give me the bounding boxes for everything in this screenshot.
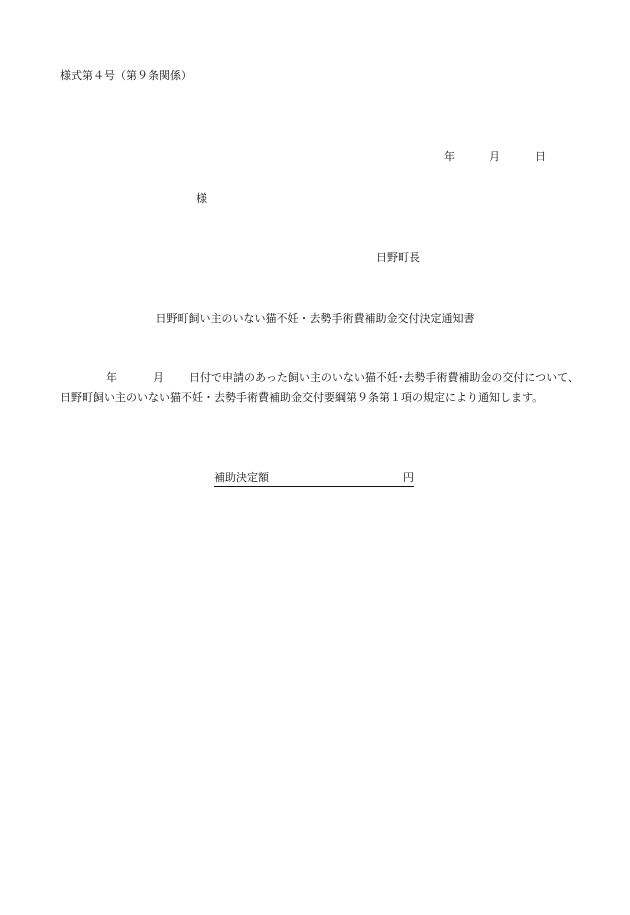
document-title: 日野町飼い主のいない猫不妊・去勢手術費補助金交付決定通知書 bbox=[155, 312, 475, 325]
body-year-label: 年 bbox=[106, 371, 117, 384]
date-day-label: 日 bbox=[535, 150, 546, 163]
subsidy-amount-label: 補助決定額 bbox=[214, 471, 269, 484]
body-month-label: 月 bbox=[153, 371, 164, 384]
form-number: 様式第４号（第９条関係） bbox=[60, 69, 192, 82]
recipient-honorific: 様 bbox=[196, 192, 207, 205]
body-line-2: 日野町飼い主のいない猫不妊・去勢手術費補助金交付要綱第９条第１項の規定により通知します。 bbox=[60, 391, 544, 404]
date-month-label: 月 bbox=[489, 150, 500, 163]
date-line bbox=[444, 150, 546, 164]
issuer-name: 日野町長 bbox=[376, 251, 420, 264]
body-line-1-text: 日付で申請のあった飼い主のいない猫不妊･去勢手術費補助金の交付について、 bbox=[189, 371, 579, 384]
date-year-label: 年 bbox=[444, 150, 455, 163]
body-line-1 bbox=[106, 371, 579, 385]
subsidy-amount-row bbox=[214, 471, 414, 487]
subsidy-amount-unit: 円 bbox=[403, 471, 414, 484]
